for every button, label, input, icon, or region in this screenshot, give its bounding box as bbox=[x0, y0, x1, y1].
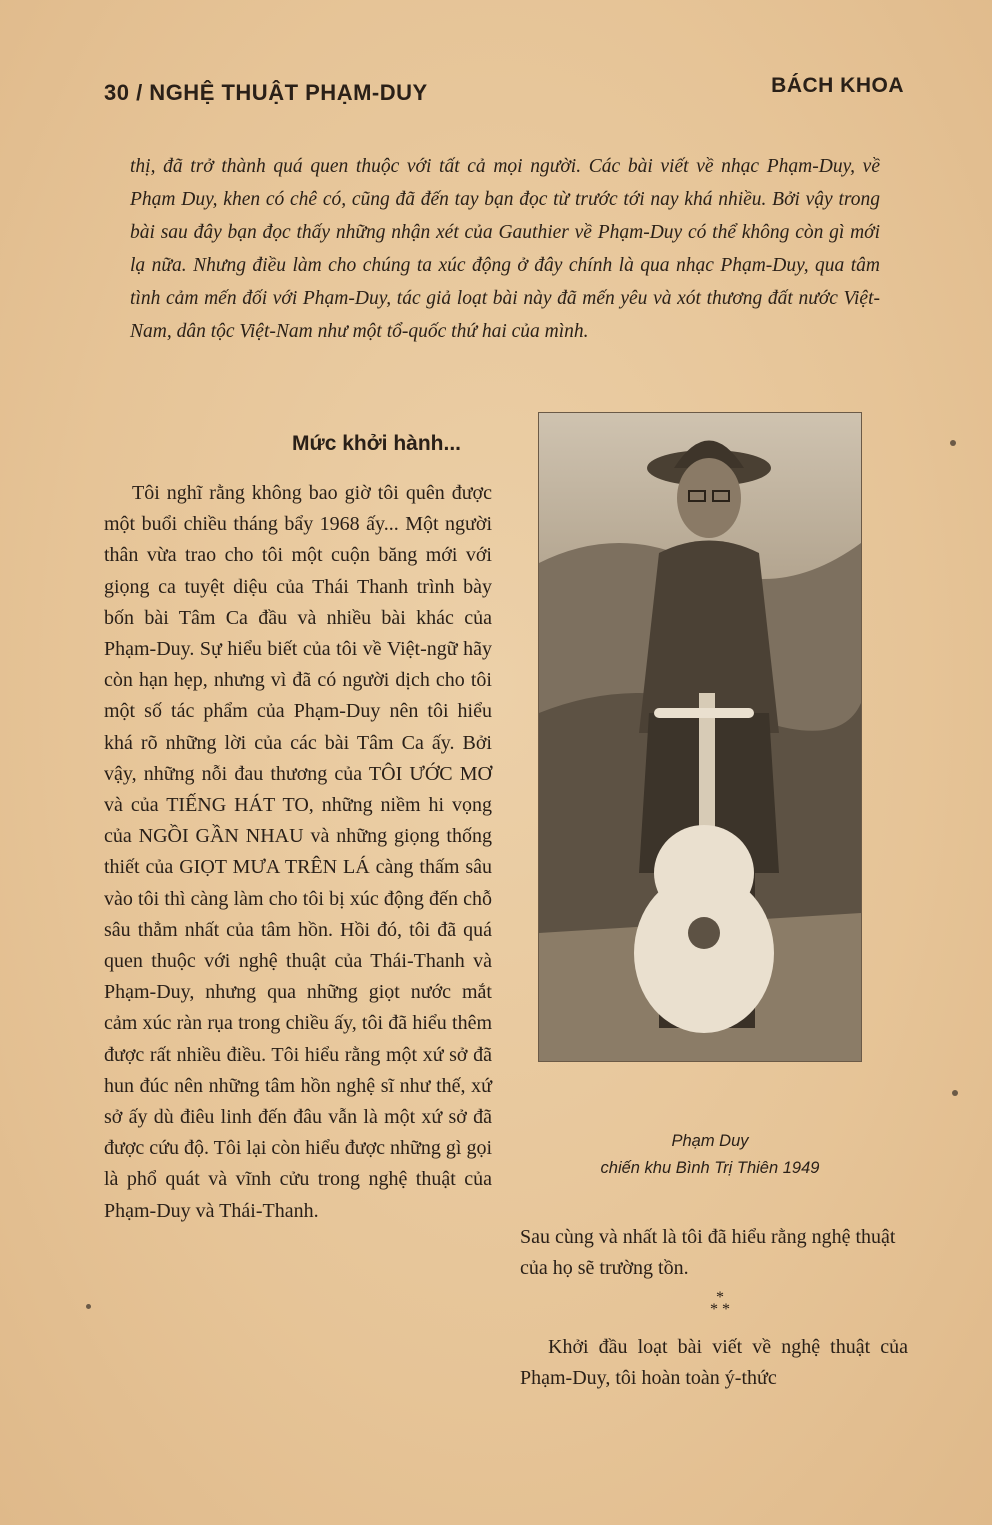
portrait-photo bbox=[538, 412, 862, 1062]
caption-name: Phạm Duy bbox=[671, 1132, 749, 1150]
left-column-text: Tôi nghĩ rằng không bao giờ tôi quên được một buổi chiều tháng bẩy 1968 ấy... Một người thân vừa trao cho tôi một cuộn băng mới với giọng ca tuyệt diệu của Thái Thanh trình bày bốn bài Tâm Ca đầu và nhiều bài khác của Phạm-Duy. Sự hiểu biết của tôi về Việt-ngữ hãy còn hạn hẹp, nhưng vì đã có người dịch cho tôi một số tác phẩm của Phạm-Duy nên tôi hiểu khá rõ những lời của các bài Tâm Ca ấy. Bởi vậy, những nỗi đau thương của TÔI ƯỚC MƠ và của TIẾNG HÁT TO, những niềm hi vọng của NGỒI GẦN NHAU và những giọng thống thiết của GIỌT MƯA TRÊN LÁ càng thấm sâu vào tôi thì càng làm cho tôi bị xúc động đến chỗ sâu thẳm nhất của tâm hồn. Hồi đó, tôi đã quá quen thuộc với nghệ thuật của Thái-Thanh và Phạm-Duy, nhưng qua những giọt nước mắt cảm xúc ràn rụa trong chiều ấy, tôi đã hiểu thêm được rất nhiều điều. Tôi hiểu rằng một xứ sở đã hun đúc nên những tâm hồn nghệ sĩ như thế, xứ sở ấy dù điêu linh đến đâu vẫn là một xứ sở đã được cứu độ. Tôi lại còn hiểu được những gì gọi là phổ quát và vĩnh cửu trong nghệ thuật của Phạm-Duy và Thái-Thanh. bbox=[104, 482, 492, 1222]
photo-illustration bbox=[539, 413, 861, 1061]
paper-speck bbox=[952, 1090, 958, 1096]
right-column-paragraph-1: Sau cùng và nhất là tôi đã hiểu rằng nghệ thuật của họ sẽ trường tồn. bbox=[520, 1226, 896, 1279]
photo-caption bbox=[560, 1128, 860, 1182]
asterism-text: * * * bbox=[710, 1289, 730, 1318]
section-heading: Mức khởi hành... bbox=[292, 432, 461, 455]
running-header-left: 30 / NGHỆ THUẬT PHẠM-DUY bbox=[104, 80, 428, 105]
paper-speck bbox=[86, 1304, 91, 1309]
section-break-asterism bbox=[700, 1289, 740, 1318]
intro-paragraph: thị, đã trở thành quá quen thuộc với tất cả mọi người. Các bài viết về nhạc Phạm-Duy, về Phạm Duy, khen có chê có, cũng đã đến tay bạn đọc từ trước tới nay khá nhiều. Bởi vậy trong bài sau đây bạn đọc thấy những nhận xét của Gauthier về Phạm-Duy có thể không còn gì mới lạ nữa. Nhưng điều làm cho chúng ta xúc động ở đây chính là qua nhạc Phạm-Duy, qua tâm tình cảm mến đối với Phạm-Duy, tác giả loạt bài này đã mến yêu và xót thương đất nước Việt-Nam, dân tộc Việt-Nam như một tổ-quốc thứ hai của mình. bbox=[130, 156, 880, 342]
right-column-paragraph-2: Khởi đầu loạt bài viết về nghệ thuật của Phạm-Duy, tôi hoàn toàn ý-thức bbox=[520, 1336, 908, 1389]
running-header-right: BÁCH KHOA bbox=[771, 74, 904, 97]
caption-place-date: chiến khu Bình Trị Thiên 1949 bbox=[600, 1159, 820, 1177]
paper-speck bbox=[950, 440, 956, 446]
